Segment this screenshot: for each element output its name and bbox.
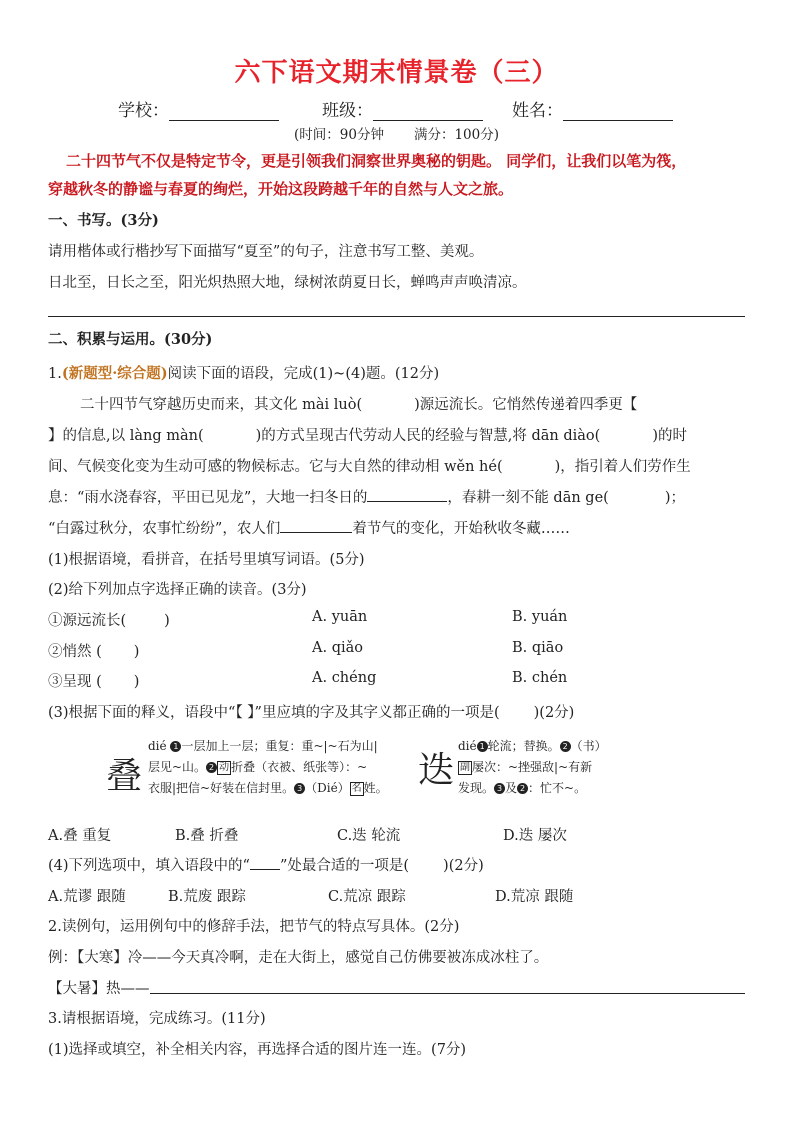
school-label: 学校： xyxy=(118,101,169,121)
dict-sense-text: （书） xyxy=(570,739,607,753)
reading-item-text: ①源远流长( xyxy=(48,613,127,629)
reading-item-close: ) xyxy=(164,613,170,629)
passage-text: )源远流长。它悄然传递着四季更【 xyxy=(414,397,638,413)
reading-1-option-b[interactable]: B. yuán xyxy=(512,609,568,625)
q1-sub2: (2)给下列加点字选择正确的读音。(3分) xyxy=(48,582,307,598)
sense-3-marker: 3 xyxy=(494,783,505,794)
exam-time: (时间：90分钟 xyxy=(294,127,384,143)
dict-sense-text: 衣服|把信~好装在信封里。 xyxy=(148,781,295,795)
dict-entry-die-alternate xyxy=(458,736,607,799)
writing-line[interactable] xyxy=(48,316,745,317)
dict-char-die-stack: 叠 xyxy=(106,756,143,797)
sub3-option-c[interactable]: C.迭 轮流 xyxy=(337,828,401,844)
passage-text: 间、气候变化变为生动可感的物候标志。它与大自然的律动相 wěn hé( xyxy=(48,459,503,475)
sense-3-marker: 3 xyxy=(294,783,305,794)
dict-sense-text: 及 xyxy=(505,781,518,795)
name-blank[interactable] xyxy=(563,102,673,121)
q1-sub3-end: )(2分) xyxy=(533,705,575,721)
q3-sub1: (1)选择或填空，补全相关内容，再选择合适的图片连一连。(7分) xyxy=(48,1042,467,1058)
dict-sense-text: 屡次：~挫强敌|~有新 xyxy=(472,760,593,774)
passage-line-2 xyxy=(48,424,687,445)
q1-prompt xyxy=(48,362,439,383)
reading-item-text: ③呈现 ( xyxy=(48,674,102,690)
passage-text: )； xyxy=(664,490,686,506)
passage-text: )的时 xyxy=(652,428,687,444)
reading-3-option-a[interactable]: A. chéng xyxy=(312,670,377,686)
intro-line-1: 二十四节气不仅是特定节令，更是引领我们洞察世界奥秘的钥匙。 同学们，让我们以笔为筏， xyxy=(66,152,687,170)
reading-2-option-a[interactable]: A. qiǎo xyxy=(312,640,363,656)
q1-sub4-text: ”处最合适的一项是( xyxy=(279,858,410,874)
q1-sub4-text: (4)下列选项中，填入语段中的“ xyxy=(48,858,250,874)
passage-text: )的方式呈现古代劳动人民的经验与智慧,将 dān diào( xyxy=(255,428,601,444)
reading-item-close: ) xyxy=(133,644,140,660)
sub4-option-a[interactable]: A.荒谬 跟随 xyxy=(48,889,126,905)
reading-1-option-a[interactable]: A. yuān xyxy=(312,609,368,625)
q1-tag: (新题型·综合题) xyxy=(61,365,168,382)
class-blank[interactable] xyxy=(373,102,483,121)
dict-sense-text: 折叠（衣被、纸张等）：~ xyxy=(231,760,368,774)
dict-sense-text: （Dié） xyxy=(305,781,350,795)
name-field[interactable] xyxy=(512,96,673,121)
reading-2-option-b[interactable]: B. qiāo xyxy=(512,640,564,656)
school-blank[interactable] xyxy=(169,102,279,121)
pos-verb-tag: 动 xyxy=(219,762,230,773)
passage-text: 】的信息,以 làng màn( xyxy=(48,428,204,444)
sub4-option-c[interactable]: C.荒凉 跟踪 xyxy=(328,889,406,905)
dict-sense-text: 轮流；替换。 xyxy=(487,739,560,753)
passage-text: )，指引着人们劳作生 xyxy=(554,459,691,475)
section-2-heading: 二、积累与运用。(30分) xyxy=(48,331,213,348)
sub3-option-a[interactable]: A.叠 重复 xyxy=(48,828,112,844)
school-field[interactable] xyxy=(118,96,279,121)
sub4-option-b[interactable]: B.荒废 跟踪 xyxy=(168,889,246,905)
pos-adverb-tag: 副 xyxy=(460,762,470,773)
q1-number: 1. xyxy=(48,366,62,382)
dict-entry-die-stack xyxy=(148,736,388,799)
sub3-option-d[interactable]: D.迭 屡次 xyxy=(503,828,567,844)
passage-line-5 xyxy=(48,517,570,538)
q2-answer-line[interactable] xyxy=(150,993,745,994)
sub4-blank xyxy=(250,855,280,870)
q1-sub1: (1)根据语境，看拼音，在括号里填写词语。(5分) xyxy=(48,552,365,568)
dict-char-die-alternate: 迭 xyxy=(418,750,455,791)
dict-sense-text: 姓。 xyxy=(363,781,388,795)
q1-sub3-text: (3)根据下面的释义，语段中“【 】”里应填的字及其字义都正确的一项是( xyxy=(48,705,500,721)
passage-text: ，春耕一刻不能 dān ge( xyxy=(447,490,609,506)
sub3-option-b[interactable]: B.叠 折叠 xyxy=(175,828,239,844)
sense-2-marker: 2 xyxy=(517,783,528,794)
passage-underline-blank[interactable] xyxy=(280,518,352,533)
reading-item-1 xyxy=(48,609,170,630)
reading-item-close: ) xyxy=(133,674,140,690)
dict-sense-text: 发现。 xyxy=(458,781,495,795)
passage-line-3 xyxy=(48,455,691,476)
section-1-sentence: 日北至，日长之至，阳光炽热照大地，绿树浓荫夏日长，蝉鸣声声唤清凉。 xyxy=(48,275,527,291)
q1-instruction: 阅读下面的语段，完成(1)~(4)题。(12分) xyxy=(167,366,440,382)
dict-pinyin: dié xyxy=(148,739,167,753)
passage-text: “白露过秋分，农事忙纷纷”，农人们 xyxy=(48,521,281,537)
dict-pinyin: dié xyxy=(458,739,477,753)
passage-line-1 xyxy=(80,393,637,414)
exam-meta xyxy=(0,123,793,143)
pos-noun-tag: 名 xyxy=(351,783,362,794)
name-label: 姓名： xyxy=(512,101,563,121)
sense-1-marker: 1 xyxy=(477,741,488,752)
section-1-instruction: 请用楷体或行楷抄写下面描写“夏至”的句子，注意书写工整、美观。 xyxy=(48,244,484,260)
passage-text: 息：“雨水浇春容，平田已见龙”，大地一扫冬日的 xyxy=(48,490,368,506)
sub4-option-d[interactable]: D.荒凉 跟随 xyxy=(495,889,574,905)
q2-example: 例：【大寒】冷——今天真冷啊，走在大街上，感觉自己仿佛要被冻成冰柱了。 xyxy=(48,950,549,966)
class-label: 班级： xyxy=(322,101,373,121)
reading-3-option-b[interactable]: B. chén xyxy=(512,670,568,686)
reading-item-2 xyxy=(48,640,139,661)
q3-prompt: 3.请根据语境，完成练习。(11分) xyxy=(48,1011,266,1027)
passage-text: 着节气的变化，开始秋收冬藏…… xyxy=(352,521,570,537)
sense-1-marker: 1 xyxy=(170,741,181,752)
passage-underline-blank[interactable] xyxy=(367,487,447,502)
q2-task: 【大暑】热—— xyxy=(48,981,150,997)
intro-line-2: 穿越秋冬的静谧与春夏的绚烂，开始这段跨越千年的自然与人文之旅。 xyxy=(48,180,514,198)
sense-2-marker: 2 xyxy=(206,762,217,773)
exam-score: 满分：100分) xyxy=(413,127,499,143)
q1-sub4 xyxy=(48,854,484,875)
page-title: 六下语文期末情景卷（三） xyxy=(234,58,559,88)
q2-prompt: 2.读例句，运用例句中的修辞手法，把节气的特点写具体。(2分) xyxy=(48,919,460,935)
sense-2-marker: 2 xyxy=(560,741,571,752)
passage-text: 二十四节气穿越历史而来，其文化 mài luò( xyxy=(80,397,363,413)
dict-sense-text: 层见~山。 xyxy=(148,760,207,774)
q1-sub3 xyxy=(48,701,574,722)
passage-line-4 xyxy=(48,486,685,507)
reading-item-text: ②悄然 ( xyxy=(48,644,102,660)
class-field[interactable] xyxy=(322,96,483,121)
q1-sub4-text: )(2分) xyxy=(443,858,484,874)
reading-item-3 xyxy=(48,670,139,691)
dict-sense-text: 一层加上一层；重复：重~|~石为山| xyxy=(181,739,378,753)
dict-sense-text: ：忙不~。 xyxy=(528,781,587,795)
section-1-heading: 一、书写。(3分) xyxy=(48,212,159,229)
